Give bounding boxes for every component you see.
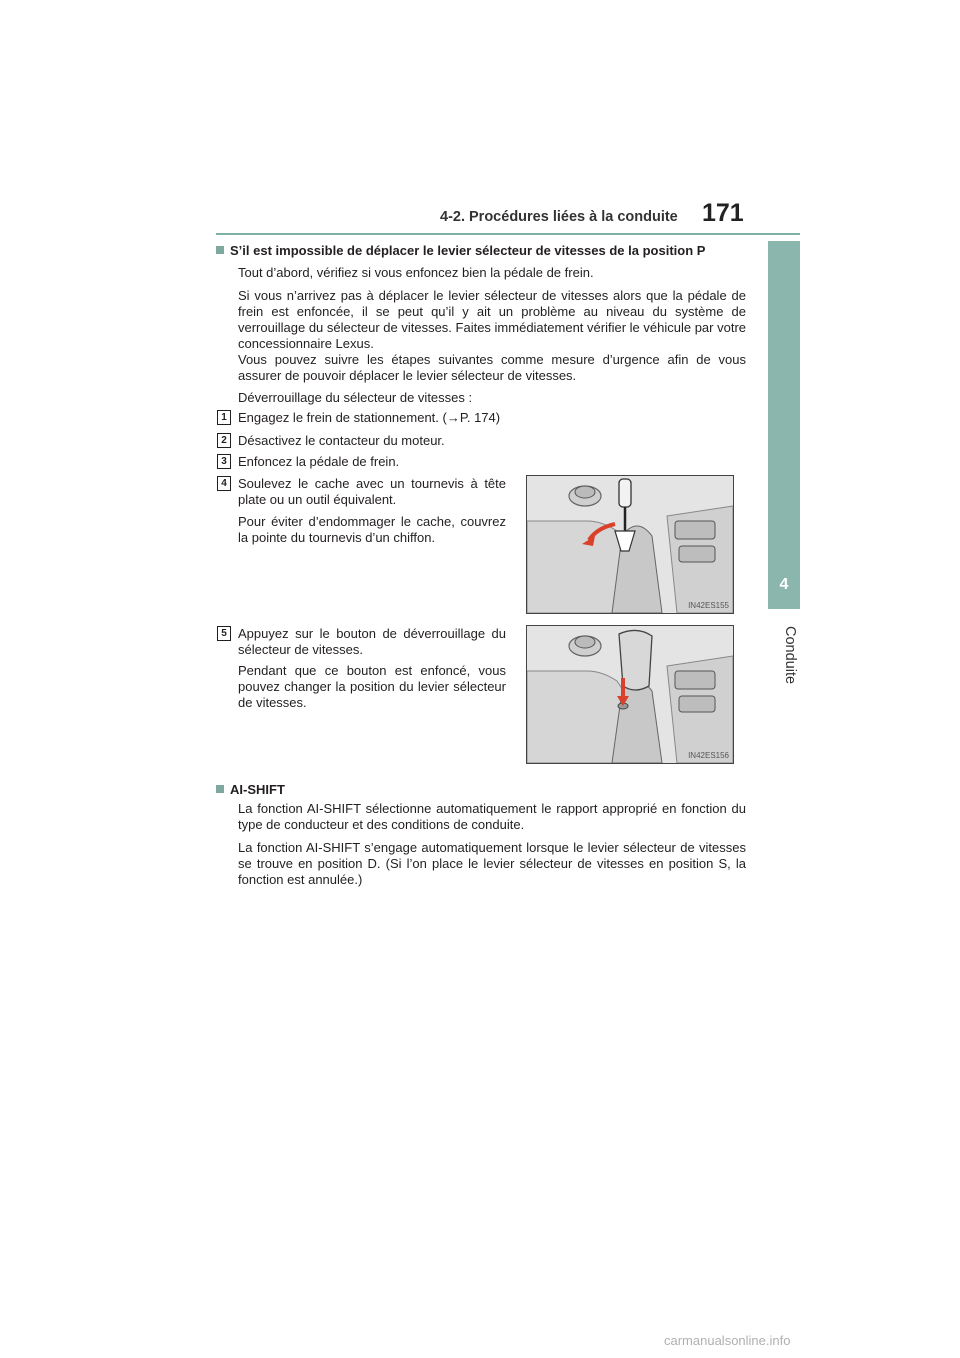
chapter-number: 4 bbox=[779, 576, 789, 593]
step-number-box: 3 bbox=[217, 454, 231, 469]
header-rule bbox=[216, 233, 800, 235]
section-heading-p-position: S’il est impossible de déplacer le levier sélecteur de vitesses de la position P bbox=[216, 243, 756, 258]
shift-lever-cover-illustration bbox=[526, 475, 734, 614]
watermark: carmanualsonline.info bbox=[664, 1333, 791, 1348]
page-number: 171 bbox=[702, 199, 744, 227]
step-number-box: 4 bbox=[217, 476, 231, 491]
illustration-code: IN42ES155 bbox=[688, 601, 729, 610]
square-bullet-icon bbox=[216, 246, 224, 254]
paragraph: Si vous n’arrivez pas à déplacer le levier sélecteur de vitesses alors que la pédale de frein est enfoncée, il se peut qu’il y ait un problème au niveau du système de verrouillage du sélecteur de vitesses. Faites immédiatement vérifier le véhicule par votre concessionnaire Lexus. bbox=[238, 288, 746, 351]
paragraph: Vous pouvez suivre les étapes suivantes comme mesure d’urgence afin de vous assurer de pouvoir déplacer le levier sélecteur de vitesses. bbox=[238, 352, 746, 383]
step-text: Engagez le frein de stationnement. (→P. 174) bbox=[238, 410, 501, 425]
chapter-side-tab bbox=[768, 241, 800, 609]
paragraph: La fonction AI-SHIFT sélectionne automatiquement le rapport approprié en fonction du type de conducteur et des conditions de conduite. bbox=[238, 801, 746, 832]
shift-lock-release-drawing bbox=[527, 626, 733, 763]
step-text: Désactivez le contacteur du moteur. bbox=[238, 433, 445, 448]
square-bullet-icon bbox=[216, 785, 224, 793]
illustration-code: IN42ES156 bbox=[688, 751, 729, 760]
shift-lock-release-illustration bbox=[526, 625, 734, 764]
step-number-box: 5 bbox=[217, 626, 231, 641]
step-text: Appuyez sur le bouton de déverrouillage du sélecteur de vitesses. bbox=[238, 626, 506, 657]
chapter-label: Conduite bbox=[782, 626, 798, 685]
paragraph: Déverrouillage du sélecteur de vitesses : bbox=[238, 390, 473, 405]
step-note: Pour éviter d’endommager le cache, couvrez la pointe du tournevis d’un chiffon. bbox=[238, 514, 506, 545]
paragraph: Tout d’abord, vérifiez si vous enfoncez bien la pédale de frein. bbox=[238, 265, 594, 280]
step-number-box: 2 bbox=[217, 433, 231, 448]
step-note: Pendant que ce bouton est enfoncé, vous pouvez changer la position du levier sélecteur de vitesses. bbox=[238, 663, 506, 710]
step-text: Enfoncez la pédale de frein. bbox=[238, 454, 400, 469]
shift-lever-cover-drawing bbox=[527, 476, 733, 613]
step-text: Soulevez le cache avec un tournevis à tête plate ou un outil équivalent. bbox=[238, 476, 506, 507]
paragraph: La fonction AI-SHIFT s’engage automatiquement lorsque le levier sélecteur de vitesses se trouve en position D. (Si l’on place le levier sélecteur de vitesses en position S, la fonction est annulée.) bbox=[238, 840, 746, 887]
section-title: 4-2. Procédures liées à la conduite bbox=[440, 209, 678, 225]
step-number-box: 1 bbox=[217, 410, 231, 425]
section-heading-ai-shift: AI-SHIFT bbox=[216, 782, 756, 797]
